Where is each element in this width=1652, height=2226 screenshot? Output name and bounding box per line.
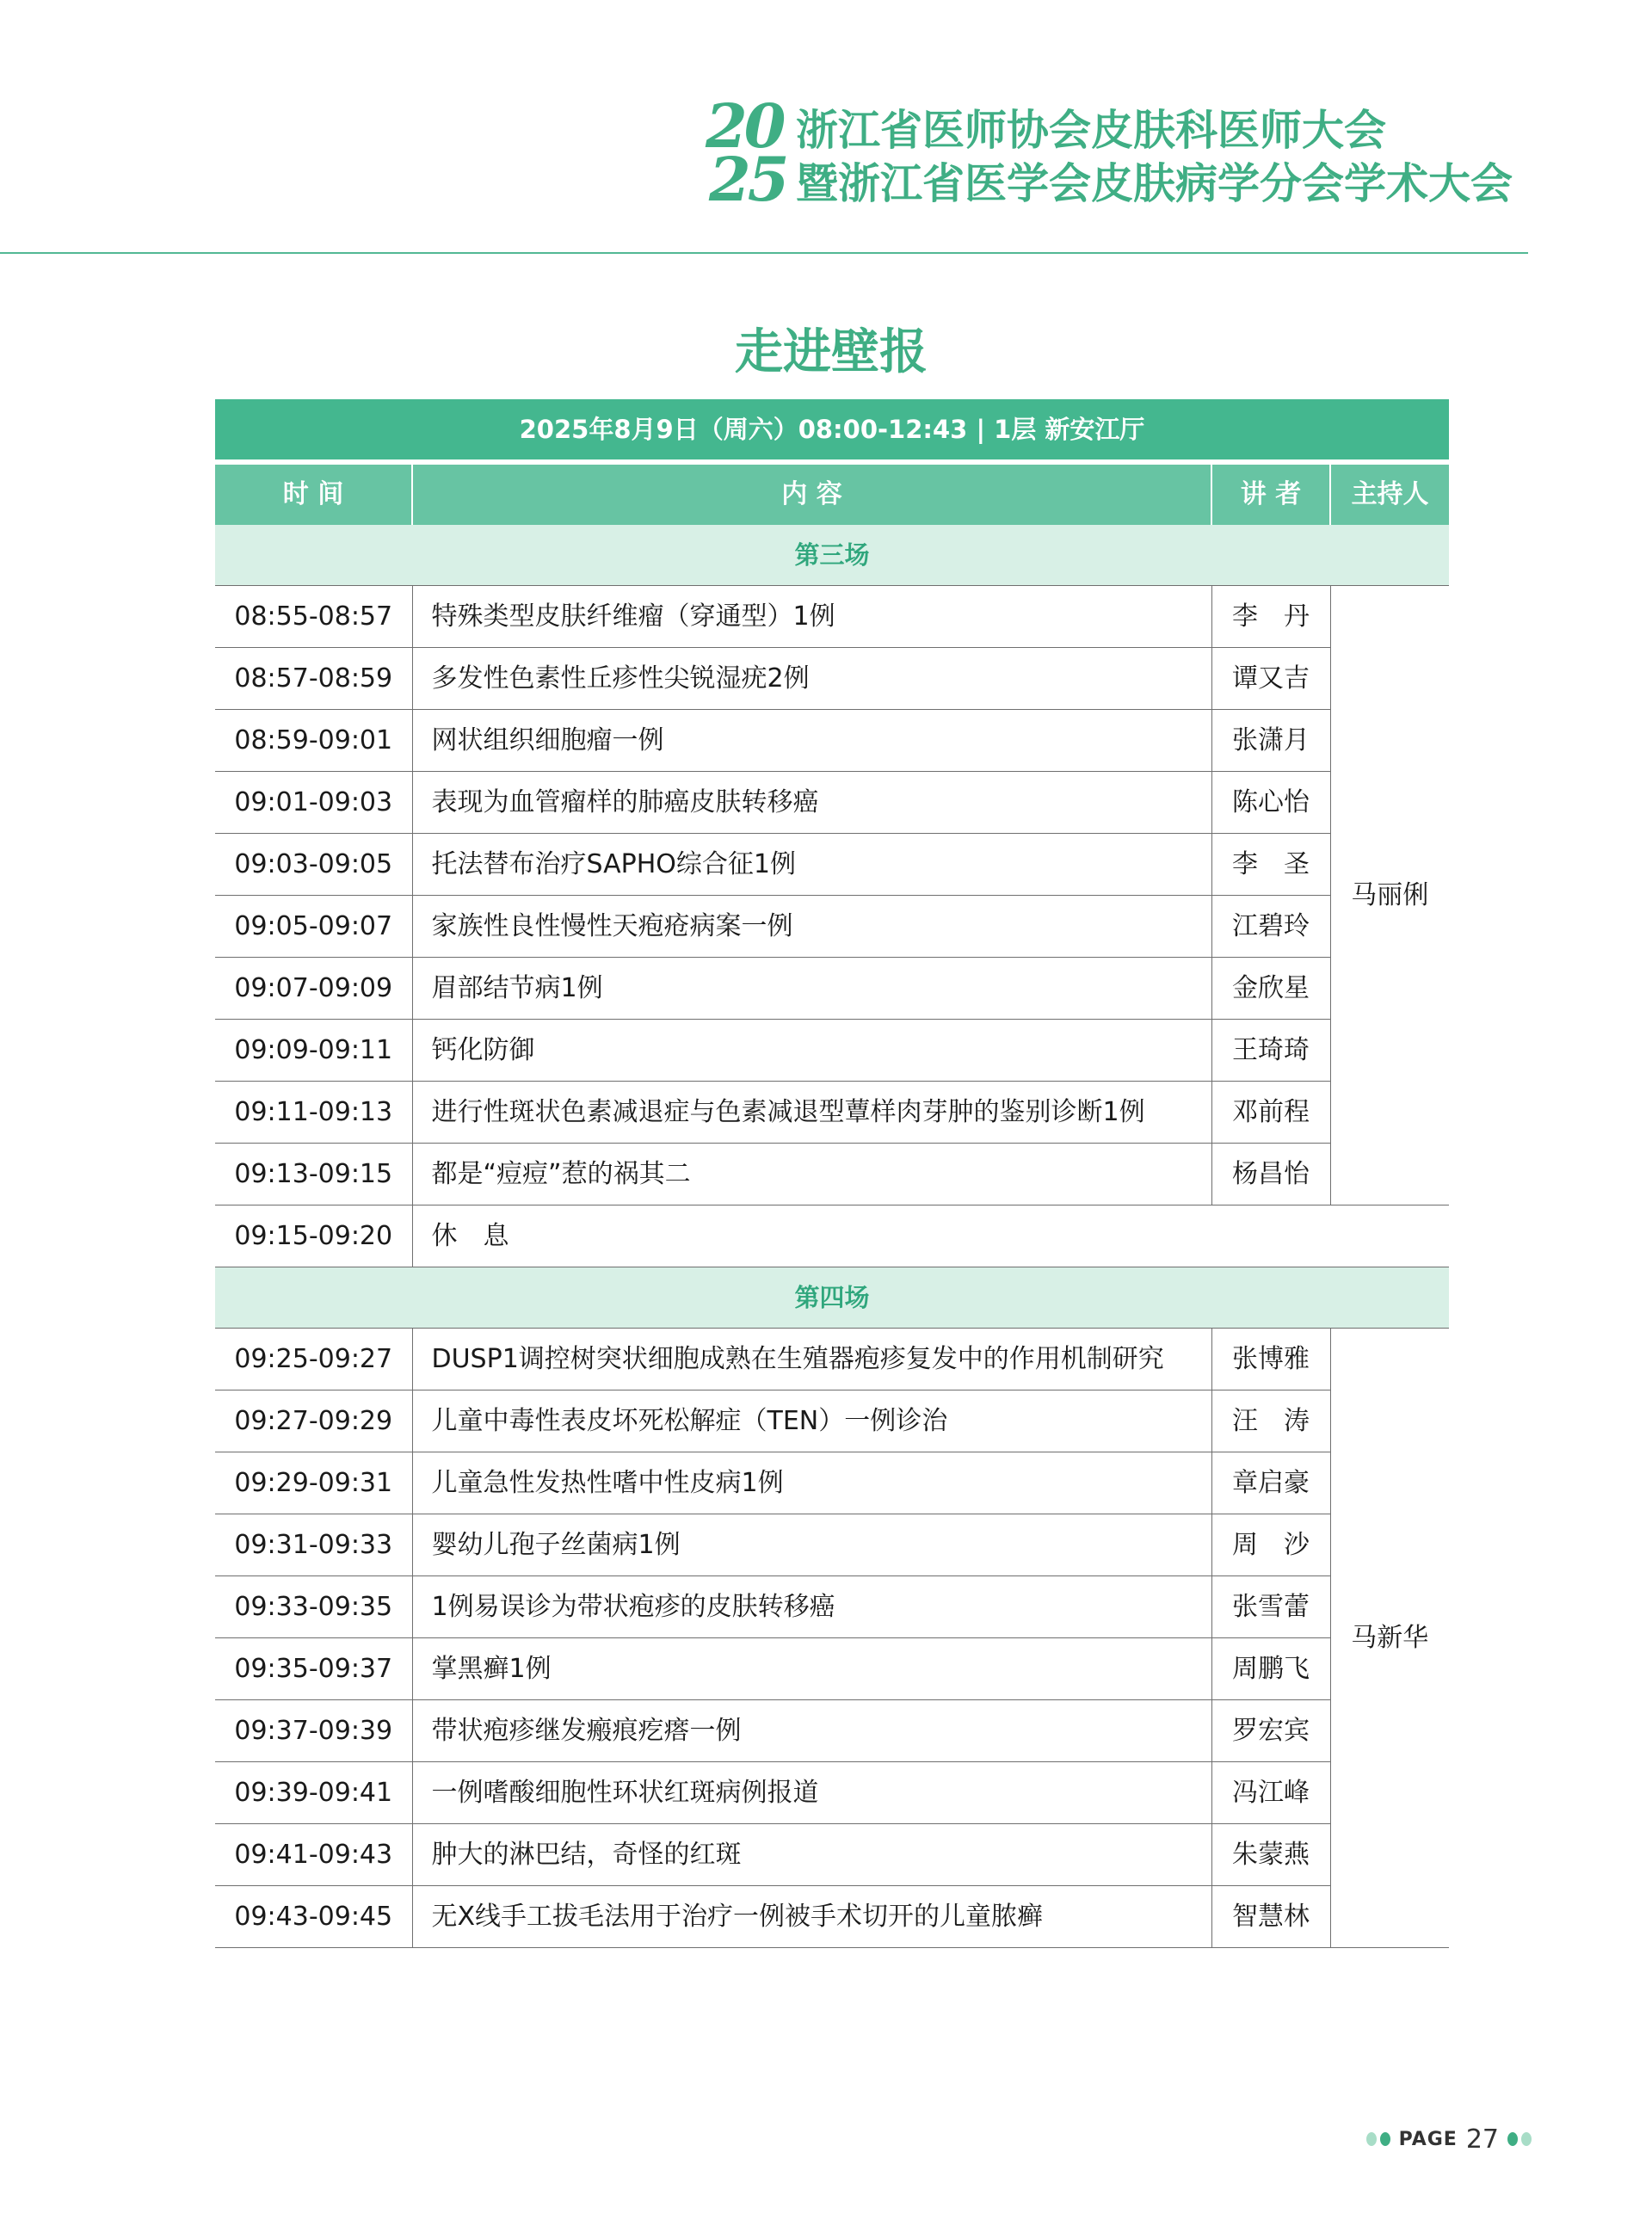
table-row xyxy=(215,1144,1449,1205)
program-table-body xyxy=(215,399,1449,586)
table-row xyxy=(215,1390,1449,1452)
talk-time: 09:01-09:03 xyxy=(215,772,412,834)
column-header-speaker: 讲 者 xyxy=(1211,465,1330,525)
table-row xyxy=(215,1700,1449,1762)
talk-time: 09:07-09:09 xyxy=(215,958,412,1020)
table-row xyxy=(215,710,1449,772)
talk-topic: 钙化防御 xyxy=(412,1020,1211,1082)
break-row xyxy=(215,1205,1449,1267)
page-label: PAGE xyxy=(1398,2128,1458,2150)
talk-time: 09:43-09:45 xyxy=(215,1886,412,1948)
date-venue-banner xyxy=(215,399,1449,459)
page-number: 27 xyxy=(1465,2124,1499,2155)
talk-speaker: 杨昌怡 xyxy=(1211,1144,1330,1205)
talk-time: 09:37-09:39 xyxy=(215,1700,412,1762)
table-row xyxy=(215,1082,1449,1144)
table-row xyxy=(215,648,1449,710)
talk-topic: 都是“痘痘”惹的祸其二 xyxy=(412,1144,1211,1205)
break-section xyxy=(215,1205,1449,1329)
talk-topic: 无X线手工拔毛法用于治疗一例被手术切开的儿童脓癣 xyxy=(412,1886,1211,1948)
talk-speaker: 王琦琦 xyxy=(1211,1020,1330,1082)
conference-title xyxy=(796,103,1513,210)
column-header-host: 主持人 xyxy=(1330,465,1449,525)
program-table xyxy=(215,399,1449,1948)
table-row xyxy=(215,1020,1449,1082)
talk-speaker: 朱蒙燕 xyxy=(1211,1824,1330,1886)
table-row xyxy=(215,1329,1449,1390)
talk-speaker: 汪 涛 xyxy=(1211,1390,1330,1452)
session-4-rows xyxy=(215,1329,1449,1948)
table-row xyxy=(215,772,1449,834)
footer-left-dots-icon xyxy=(1366,2132,1390,2146)
talk-topic: DUSP1调控树突状细胞成熟在生殖器疱疹复发中的作用机制研究 xyxy=(412,1329,1211,1390)
talk-topic: 儿童急性发热性嗜中性皮病1例 xyxy=(412,1452,1211,1514)
talk-speaker: 智慧林 xyxy=(1211,1886,1330,1948)
table-row xyxy=(215,834,1449,896)
talk-topic: 掌黑癣1例 xyxy=(412,1638,1211,1700)
talk-time: 09:13-09:15 xyxy=(215,1144,412,1205)
talk-time: 09:11-09:13 xyxy=(215,1082,412,1144)
talk-topic: 特殊类型皮肤纤维瘤（穿通型）1例 xyxy=(412,586,1211,648)
date-venue-text: 2025年8月9日（周六）08:00-12:43 | 1层 新安江厅 xyxy=(215,399,1449,459)
talk-topic: 肿大的淋巴结，奇怪的红斑 xyxy=(412,1824,1211,1886)
talk-speaker: 张博雅 xyxy=(1211,1329,1330,1390)
table-row xyxy=(215,1886,1449,1948)
table-row xyxy=(215,1762,1449,1824)
talk-time: 08:57-08:59 xyxy=(215,648,412,710)
table-row xyxy=(215,1514,1449,1576)
talk-speaker: 冯江峰 xyxy=(1211,1762,1330,1824)
talk-time: 08:55-08:57 xyxy=(215,586,412,648)
talk-speaker: 章启豪 xyxy=(1211,1452,1330,1514)
session-host: 马丽俐 xyxy=(1330,586,1449,1205)
talk-time: 09:25-09:27 xyxy=(215,1329,412,1390)
talk-time: 09:27-09:29 xyxy=(215,1390,412,1452)
break-time: 09:15-09:20 xyxy=(215,1205,412,1267)
break-label: 休 息 xyxy=(412,1205,1449,1267)
talk-topic: 一例嗜酸细胞性环状红斑病例报道 xyxy=(412,1762,1211,1824)
talk-topic: 儿童中毒性表皮坏死松解症（TEN）一例诊治 xyxy=(412,1390,1211,1452)
talk-topic: 带状疱疹继发瘢痕疙瘩一例 xyxy=(412,1700,1211,1762)
talk-time: 09:33-09:35 xyxy=(215,1576,412,1638)
table-row xyxy=(215,1452,1449,1514)
talk-time: 09:29-09:31 xyxy=(215,1452,412,1514)
talk-speaker: 陈心怡 xyxy=(1211,772,1330,834)
talk-speaker: 江碧玲 xyxy=(1211,896,1330,958)
session-3-rows xyxy=(215,586,1449,1205)
table-row xyxy=(215,958,1449,1020)
talk-speaker: 周 沙 xyxy=(1211,1514,1330,1576)
session-3-title-row xyxy=(215,525,1449,586)
talk-speaker: 李 丹 xyxy=(1211,586,1330,648)
talk-time: 09:35-09:37 xyxy=(215,1638,412,1700)
talk-speaker: 邓前程 xyxy=(1211,1082,1330,1144)
talk-speaker: 谭又吉 xyxy=(1211,648,1330,710)
conference-year-logo xyxy=(706,90,786,215)
talk-speaker: 李 圣 xyxy=(1211,834,1330,896)
table-row xyxy=(215,1576,1449,1638)
year-bottom: 25 xyxy=(709,144,786,215)
talk-topic: 婴幼儿孢子丝菌病1例 xyxy=(412,1514,1211,1576)
page-title: 走进壁报 xyxy=(735,324,928,380)
year-top: 20 xyxy=(706,90,783,162)
table-row xyxy=(215,1824,1449,1886)
talk-speaker: 周鹏飞 xyxy=(1211,1638,1330,1700)
footer-right-dots-icon xyxy=(1507,2132,1532,2146)
talk-topic: 网状组织细胞瘤一例 xyxy=(412,710,1211,772)
talk-time: 09:39-09:41 xyxy=(215,1762,412,1824)
column-header-topic: 内 容 xyxy=(412,465,1211,525)
talk-topic: 多发性色素性丘疹性尖锐湿疣2例 xyxy=(412,648,1211,710)
table-row xyxy=(215,586,1449,648)
talk-time: 09:05-09:07 xyxy=(215,896,412,958)
header-divider xyxy=(0,252,1528,254)
talk-speaker: 罗宏宾 xyxy=(1211,1700,1330,1762)
conference-title-line1: 浙江省医师协会皮肤科医师大会 xyxy=(796,105,1387,155)
talk-topic: 表现为血管瘤样的肺癌皮肤转移癌 xyxy=(412,772,1211,834)
session-3-title: 第三场 xyxy=(215,525,1449,586)
column-header-row xyxy=(215,465,1449,525)
talk-topic: 托法替布治疗SAPHO综合征1例 xyxy=(412,834,1211,896)
conference-title-line2: 暨浙江省医学会皮肤病学分会学术大会 xyxy=(796,158,1513,208)
talk-time: 09:09-09:11 xyxy=(215,1020,412,1082)
session-4-title-row xyxy=(215,1267,1449,1329)
talk-time: 09:31-09:33 xyxy=(215,1514,412,1576)
talk-speaker: 张潇月 xyxy=(1211,710,1330,772)
talk-speaker: 张雪蕾 xyxy=(1211,1576,1330,1638)
talk-time: 09:41-09:43 xyxy=(215,1824,412,1886)
table-row xyxy=(215,1638,1449,1700)
session-4-title: 第四场 xyxy=(215,1267,1449,1329)
talk-time: 09:03-09:05 xyxy=(215,834,412,896)
talk-topic: 家族性良性慢性天疱疮病案一例 xyxy=(412,896,1211,958)
column-header-time: 时 间 xyxy=(215,465,412,525)
session-host: 马新华 xyxy=(1330,1329,1449,1948)
talk-time: 08:59-09:01 xyxy=(215,710,412,772)
talk-speaker: 金欣星 xyxy=(1211,958,1330,1020)
table-row xyxy=(215,896,1449,958)
talk-topic: 1例易误诊为带状疱疹的皮肤转移癌 xyxy=(412,1576,1211,1638)
talk-topic: 进行性斑状色素减退症与色素减退型蕈样肉芽肿的鉴别诊断1例 xyxy=(412,1082,1211,1144)
talk-topic: 眉部结节病1例 xyxy=(412,958,1211,1020)
page-footer xyxy=(1366,2122,1532,2156)
